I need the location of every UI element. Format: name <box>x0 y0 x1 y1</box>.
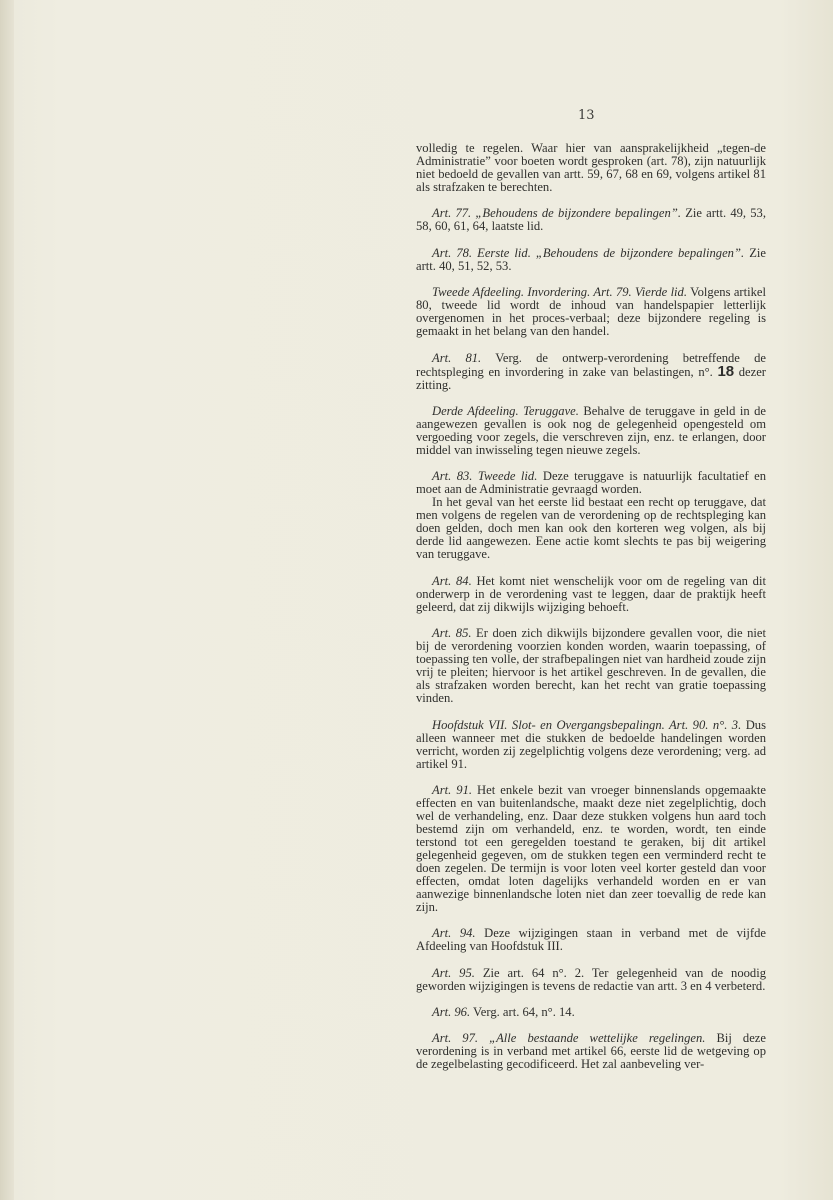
paragraph-art-97 <box>416 1032 766 1071</box>
paragraph-lead: Art. 94. <box>432 926 476 941</box>
paragraph-lead: Art. 96. <box>432 1005 471 1020</box>
paragraph-text: Dus alleen wanneer met die stukken de bedoelde handelingen worden verricht, worden zij zegelplichtig volgens deze verordening; verg. ad artikel 91. <box>416 717 766 771</box>
paragraph-text: Verg. art. 64, n°. 14. <box>470 1005 575 1020</box>
paragraph-text: Zie artt. 40, 51, 52, 53. <box>416 245 766 273</box>
paragraph-text: volledig te regelen. Waar hier van aansprakelijkheid „tegen-de Administratie” voor boeten wordt gesproken (art. 78), zijn natuurlijk niet bedoeld de gevallen van artt. 59, 67, 68 en 69, volgens artikel 81 als strafzaken te berechten. <box>416 141 766 194</box>
paragraph-art-96 <box>416 1006 766 1019</box>
paragraph-art-83 <box>416 470 766 496</box>
paragraph-lead: Art. 81. <box>432 350 482 365</box>
paragraph-text: Volgens artikel 80, tweede lid wordt de inhoud van handelspapier letterlijk overgenomen in het proces-verbaal; deze bijzondere regeling is gemaakt in het belang van den handel. <box>416 285 767 339</box>
paragraph-text-end: dezer zitting. <box>416 364 766 392</box>
paragraph-text: Verg. de ontwerp-verordening betreffende de rechtspleging en invordering in zake van belastingen, n°. <box>416 350 766 379</box>
paragraph-hoofdstuk-vii <box>416 719 766 771</box>
body-text <box>416 142 766 1085</box>
document-reference-number: 18 <box>717 362 735 380</box>
paragraph-lead: Art. 91. <box>432 782 473 797</box>
page-spine-shadow <box>0 0 14 1200</box>
paragraph-art-85 <box>416 627 766 705</box>
paragraph-art-84 <box>416 575 766 614</box>
paragraph-lead: Art. 84. <box>432 573 472 588</box>
paragraph-lead: Art. 78. Eerste lid. „Behoudens de bijzondere bepalingen”. <box>432 245 745 260</box>
paragraph-text: Het enkele bezit van vroeger binnenslands opgemaakte effecten en van buitenlandsche, maakt deze niet zegelplichtig, doch wel de verhandeling, enz. Daar deze stukken volgens hun aard toch bestemd zijn om verhandeld, enz. te worden, wordt, ten einde terstond tot een geregelden toestand te geraken, bij dit artikel gelegenheid gegeven, om de stukken tegen een verminderd recht te doen zegelen. De termijn is voor loten veel korter gesteld dan voor effecten, omdat loten dagelijks verhandeld worden en er van aanwezige binnenlandsche loten niet dan zeer toevallig de rede kan zijn. <box>416 782 766 914</box>
paragraph-text: Deze wijzigingen staan in verband met de vijfde Afdeeling van Hoofdstuk III. <box>416 926 766 954</box>
paragraph-text: Behalve de teruggave in geld in de aangewezen gevallen is ook nog de gelegenheid opengesteld om vergoeding voor zegels, die verschreven zijn, enz. te erlangen, door middel van inwisseling tegen nieuwe zegels. <box>416 403 767 457</box>
paragraph-text: Bij deze verordening is in verband met artikel 66, eerste lid de wetgeving op de zegelbelasting gecodificeerd. Het zal aanbeveling ver- <box>416 1031 766 1072</box>
paragraph-text: Het komt niet wenschelijk voor om de regeling van dit onderwerp in de verordening vast te leggen, daar de praktijk heeft geleerd, dat zij dikwijls wijziging behoeft. <box>416 573 766 614</box>
paragraph-text: Deze teruggave is natuurlijk facultatief en moet aan de Administratie gevraagd worden. <box>416 469 766 497</box>
paragraph-art-79 <box>416 286 766 338</box>
paragraph-derde-afdeeling <box>416 405 766 457</box>
paragraph-lead: Art. 97. „Alle bestaande wettelijke regelingen. <box>432 1031 706 1046</box>
paragraph-art-83-continued <box>416 496 766 561</box>
paragraph-text: Zie art. 64 n°. 2. Ter gelegenheid van de noodig geworden wijzigingen is tevens de redactie van artt. 3 en 4 verbeterd. <box>416 965 767 993</box>
paragraph-lead: Hoofdstuk VII. Slot- en Overgangsbepalingn. Art. 90. n°. 3. <box>432 717 742 732</box>
paragraph-lead: Art. 95. <box>432 965 475 980</box>
paragraph-art-91 <box>416 784 766 914</box>
paragraph-lead: Tweede Afdeeling. Invordering. Art. 79. Vierde lid. <box>432 285 688 300</box>
paragraph-lead: Derde Afdeeling. Teruggave. <box>432 403 579 418</box>
paragraph-art-81 <box>416 352 766 392</box>
paragraph-continuation <box>416 142 766 194</box>
paragraph-art-94 <box>416 927 766 953</box>
paragraph-art-95 <box>416 967 766 993</box>
paragraph-text: Er doen zich dikwijls bijzondere gevallen voor, die niet bij de verordening voorzien konden worden, waarin toepassing, of toepassing ten volle, der strafbepalingen niet van hardheid zoude zijn vrij te pleiten; hiervoor is het artikel geschreven. In de gevallen, die als strafzaken worden berecht, kan het recht van gratie toepassing vinden. <box>416 626 766 706</box>
paragraph-text: Zie artt. 49, 53, 58, 60, 61, 64, laatste lid. <box>416 206 767 234</box>
paragraph-lead: Art. 77. „Behoudens de bijzondere bepalingen”. <box>432 206 681 221</box>
paragraph-lead: Art. 85. <box>432 626 472 641</box>
paragraph-lead: Art. 83. Tweede lid. <box>432 469 538 484</box>
paragraph-art-77 <box>416 207 766 233</box>
paragraph-text: In het geval van het eerste lid bestaat een recht op teruggave, dat men volgens de regelen van de verordening op de rechtspleging kan doen gelden, doch men kan ook den korteren weg volgen, als bij derde lid aangewezen. Eene actie komt slechts te pas bij weigering van teruggave. <box>416 495 766 562</box>
page-number: 13 <box>578 108 595 123</box>
paragraph-art-78 <box>416 247 766 273</box>
